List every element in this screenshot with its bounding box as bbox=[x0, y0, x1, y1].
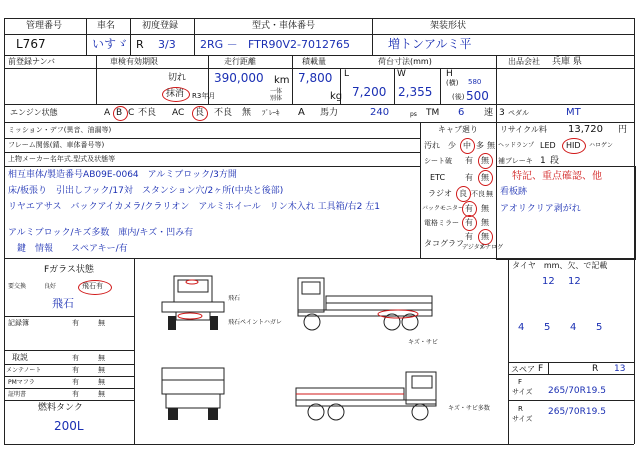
tire-rear-4: 5 bbox=[596, 322, 603, 333]
recycle-label: リサイクル料 bbox=[500, 125, 547, 134]
shodo-label: 初度登録 bbox=[142, 21, 179, 31]
cab-sho: 少 bbox=[448, 141, 456, 150]
glass-hiseki-ari: 飛石有 bbox=[82, 282, 103, 290]
kiroku-nashi: 無 bbox=[98, 319, 105, 327]
pedal-label: ペダル bbox=[508, 109, 529, 117]
ac-none: 無 bbox=[242, 108, 252, 118]
engine-label: エンジン状態 bbox=[10, 108, 58, 117]
ac-label: AC bbox=[172, 108, 185, 118]
dim-W: W bbox=[397, 69, 406, 79]
engine-fuyo: 不良 bbox=[138, 108, 157, 118]
ac-bad: 不良 bbox=[214, 108, 233, 118]
load1-value: 7,800 bbox=[298, 71, 333, 85]
cab-nashi6: 無 bbox=[481, 218, 489, 227]
shomei-nashi: 無 bbox=[98, 390, 105, 398]
grade-c: C bbox=[128, 108, 135, 118]
dim-L: L bbox=[344, 69, 350, 79]
shaken-label: 車検有効期限 bbox=[110, 57, 158, 66]
pm-nashi: 無 bbox=[98, 378, 105, 386]
tire-r-label: R bbox=[518, 405, 523, 413]
kire-label: 切れ bbox=[168, 73, 187, 83]
pm-label: PMマフラ bbox=[8, 379, 35, 386]
cab-fuyo: 不良 bbox=[471, 190, 485, 198]
massho-label: 抹消 bbox=[166, 89, 185, 99]
cab-taco: タコグラフ bbox=[424, 239, 464, 248]
tire-front-left: 12 bbox=[542, 276, 555, 287]
cab-ari3: 有 bbox=[465, 204, 473, 213]
truck-front-view bbox=[160, 272, 226, 334]
pedal-num: 3 bbox=[499, 108, 505, 118]
tire-rear-1: 4 bbox=[518, 322, 525, 333]
tm-unit: 速 bbox=[484, 108, 494, 118]
body-line-2: 床/板張り 引出しフック/17対 スタンション穴/2ヶ所(中央と後部) bbox=[8, 186, 284, 196]
tire-f-label: F bbox=[518, 378, 523, 386]
cab-yogore: 汚れ bbox=[424, 141, 440, 150]
body-line-5: 鍵 情報 スペアキー/有 bbox=[8, 244, 128, 254]
note-3: アオリクリア剥がれ bbox=[500, 204, 581, 214]
cab-ryo: 良 bbox=[459, 189, 467, 198]
cab-ari: 有 bbox=[465, 156, 473, 165]
h-ato-label: (後) bbox=[452, 93, 465, 101]
cab-backmon: バックモニター bbox=[422, 205, 465, 212]
tire-title: タイヤ mm、欠、で記載 bbox=[512, 261, 608, 270]
katashiki-vin: FTR90V2-7012765 bbox=[248, 38, 350, 51]
hid-label: HID bbox=[566, 141, 581, 150]
tm-value: 6 bbox=[458, 107, 465, 118]
cab-chu: 中 bbox=[463, 141, 471, 150]
betsutai-label: 別体 bbox=[270, 95, 283, 102]
headlamp-label: ヘッドランプ bbox=[498, 142, 535, 149]
cab-nashi5: 無 bbox=[481, 204, 489, 213]
torisetsu-nashi: 無 bbox=[98, 354, 105, 362]
torisetsu-label: 取説 bbox=[12, 353, 28, 362]
glass-hiseki: 飛石 bbox=[52, 297, 74, 310]
h-yoko-value: 580 bbox=[468, 78, 482, 86]
shodo-era: R bbox=[136, 38, 144, 51]
era-label: R3年月 bbox=[192, 92, 216, 100]
mente-nashi: 無 bbox=[98, 366, 105, 374]
tm-label: TM bbox=[426, 108, 440, 118]
kanri-value: L767 bbox=[16, 37, 46, 51]
tire-rear-2: 5 bbox=[544, 322, 551, 333]
cab-ari5: 有 bbox=[465, 232, 473, 241]
spare-r: R bbox=[592, 364, 599, 374]
cab-ari2: 有 bbox=[465, 173, 473, 182]
cab-digi: デジタル bbox=[462, 244, 486, 251]
fuel-label: 燃料タンク bbox=[38, 403, 83, 413]
shomei-ari: 有 bbox=[72, 390, 79, 398]
torisetsu-ari: 有 bbox=[72, 354, 79, 362]
grade-a: A bbox=[104, 108, 111, 118]
glass-title: Fガラス状態 bbox=[44, 265, 94, 275]
note-2: 看板跡 bbox=[500, 187, 528, 197]
tire-rear-3: 4 bbox=[570, 322, 577, 333]
truck-rear-view bbox=[160, 366, 226, 424]
diag-kizu-sabi: キズ・サビ bbox=[408, 339, 438, 346]
diag-hiseki-paint: 飛石ペイントハガレ bbox=[228, 319, 282, 326]
mente-ari: 有 bbox=[72, 366, 79, 374]
kanri-label: 管理番号 bbox=[26, 21, 63, 31]
diag-kizu-sabi2: キズ・サビ多数 bbox=[448, 405, 490, 412]
kaso-label: 架装形状 bbox=[430, 21, 467, 31]
h-yoko-label: (横) bbox=[446, 79, 459, 87]
load2-value: 7,200 bbox=[352, 85, 387, 99]
halogen-label: ハロゲン bbox=[589, 142, 613, 149]
kiroku-label: 記録簿 bbox=[8, 319, 29, 327]
spare-f: F bbox=[538, 364, 544, 374]
katashiki-model: 2RG － bbox=[200, 38, 238, 51]
diag-hiseki-note: 飛石 bbox=[228, 295, 241, 302]
frame-label: フレーム関係(錆、車体番号等) bbox=[8, 141, 105, 149]
cab-dai: 多 bbox=[476, 141, 484, 150]
truck-side-view-right bbox=[294, 370, 440, 424]
hojo-value: 1 bbox=[540, 156, 546, 166]
tire-f-size: 265/70R19.5 bbox=[548, 386, 606, 396]
cab-radio: ラジオ bbox=[428, 189, 452, 198]
tire-front-right: 12 bbox=[568, 276, 581, 287]
hojo-unit: 段 bbox=[550, 156, 560, 166]
hojo-label: 補ブレーキ bbox=[498, 157, 533, 165]
tire-r-size-label: サイズ bbox=[512, 415, 533, 423]
shukka-value: 兵庫 県 bbox=[552, 57, 582, 67]
h-ato-value: 500 bbox=[466, 89, 489, 103]
shamei-value: いすゞ bbox=[92, 37, 129, 51]
katashiki-label: 型式・車体番号 bbox=[252, 21, 316, 31]
shamei-label: 車名 bbox=[97, 21, 116, 31]
kiroku-ari: 有 bbox=[72, 319, 79, 327]
nidai-label: 荷台寸法(mm) bbox=[378, 57, 432, 66]
body-line-3: リヤエアサス バックアイカメラ/クラリオン アルミホイール リン木入れ 工具箱/右2 左1 bbox=[8, 202, 380, 212]
cab-nashi2: 無 bbox=[481, 156, 489, 165]
ps-unit: ps bbox=[410, 111, 417, 118]
w-value: 2,355 bbox=[398, 85, 433, 99]
mission-label: ミッション・デフ(異音、油漏等) bbox=[8, 126, 112, 134]
ac-good: 良 bbox=[195, 108, 205, 118]
shukka-label: 出品会社 bbox=[508, 57, 540, 66]
odo-unit: km bbox=[274, 75, 290, 86]
recycle-unit: 円 bbox=[618, 125, 628, 135]
cab-nashi7: 無 bbox=[481, 232, 489, 241]
odo-value: 390,000 bbox=[214, 71, 264, 85]
sekisai-label: 積載量 bbox=[302, 57, 326, 66]
cab-nashi3: 無 bbox=[481, 173, 489, 182]
cab-nashi1: 無 bbox=[487, 141, 495, 150]
shodo-value: 3/3 bbox=[158, 38, 176, 51]
ittai-label: 一体 bbox=[270, 88, 283, 95]
kaso-value: 増トンアルミ平 bbox=[388, 37, 472, 51]
mente-label: メンテノート bbox=[6, 367, 42, 374]
cab-ana: アナログ bbox=[479, 244, 504, 251]
glass-ryokou: 良好 bbox=[44, 283, 57, 290]
maker-label: 上物メーカー名年式.型式及状態等 bbox=[8, 155, 116, 163]
shomei-label: 証明書 bbox=[8, 391, 27, 398]
ps-value: 240 bbox=[370, 107, 390, 118]
grade-b: B bbox=[116, 108, 123, 118]
tire-f-size-label: サイズ bbox=[512, 388, 533, 396]
cab-denmira: 電格ミラー bbox=[424, 219, 459, 227]
cab-nashi4: 無 bbox=[486, 190, 493, 198]
cab-sheet: シート破 bbox=[424, 157, 452, 165]
brake-value: A bbox=[298, 107, 305, 118]
spare-label: スペア bbox=[511, 365, 535, 374]
note-1: 特記、重点確認、他 bbox=[512, 171, 602, 182]
cab-etc: ETC bbox=[430, 173, 446, 182]
cab-title: キャブ廻り bbox=[438, 125, 478, 134]
spare-val: 13 bbox=[614, 364, 626, 374]
plate-label: 前登録ナンバ bbox=[8, 57, 56, 66]
ps-label: 馬力 bbox=[320, 108, 339, 118]
led-label: LED bbox=[540, 141, 556, 150]
fuel-value: 200L bbox=[54, 419, 84, 433]
body-line-4: アルミブロック/キズ多数 庫内/キズ・凹み有 bbox=[8, 228, 194, 238]
brake-label: ﾌﾞﾚｰｷ bbox=[262, 109, 280, 117]
mt-value: MT bbox=[566, 107, 581, 118]
load-unit: kg bbox=[330, 91, 343, 102]
soko-label: 走行距離 bbox=[224, 57, 256, 66]
pm-ari: 有 bbox=[72, 378, 79, 386]
tire-r-size: 265/70R19.5 bbox=[548, 407, 606, 417]
glass-kokan: 要交換 bbox=[8, 283, 27, 290]
dim-H: H bbox=[446, 69, 453, 79]
truck-side-view-left bbox=[296, 274, 436, 336]
body-line-1: 相互車体/製造番号AB09E-0064 アルミブロック/3方開 bbox=[8, 170, 237, 180]
cab-ari4: 有 bbox=[465, 218, 473, 227]
recycle-value: 13,720 bbox=[568, 124, 603, 135]
